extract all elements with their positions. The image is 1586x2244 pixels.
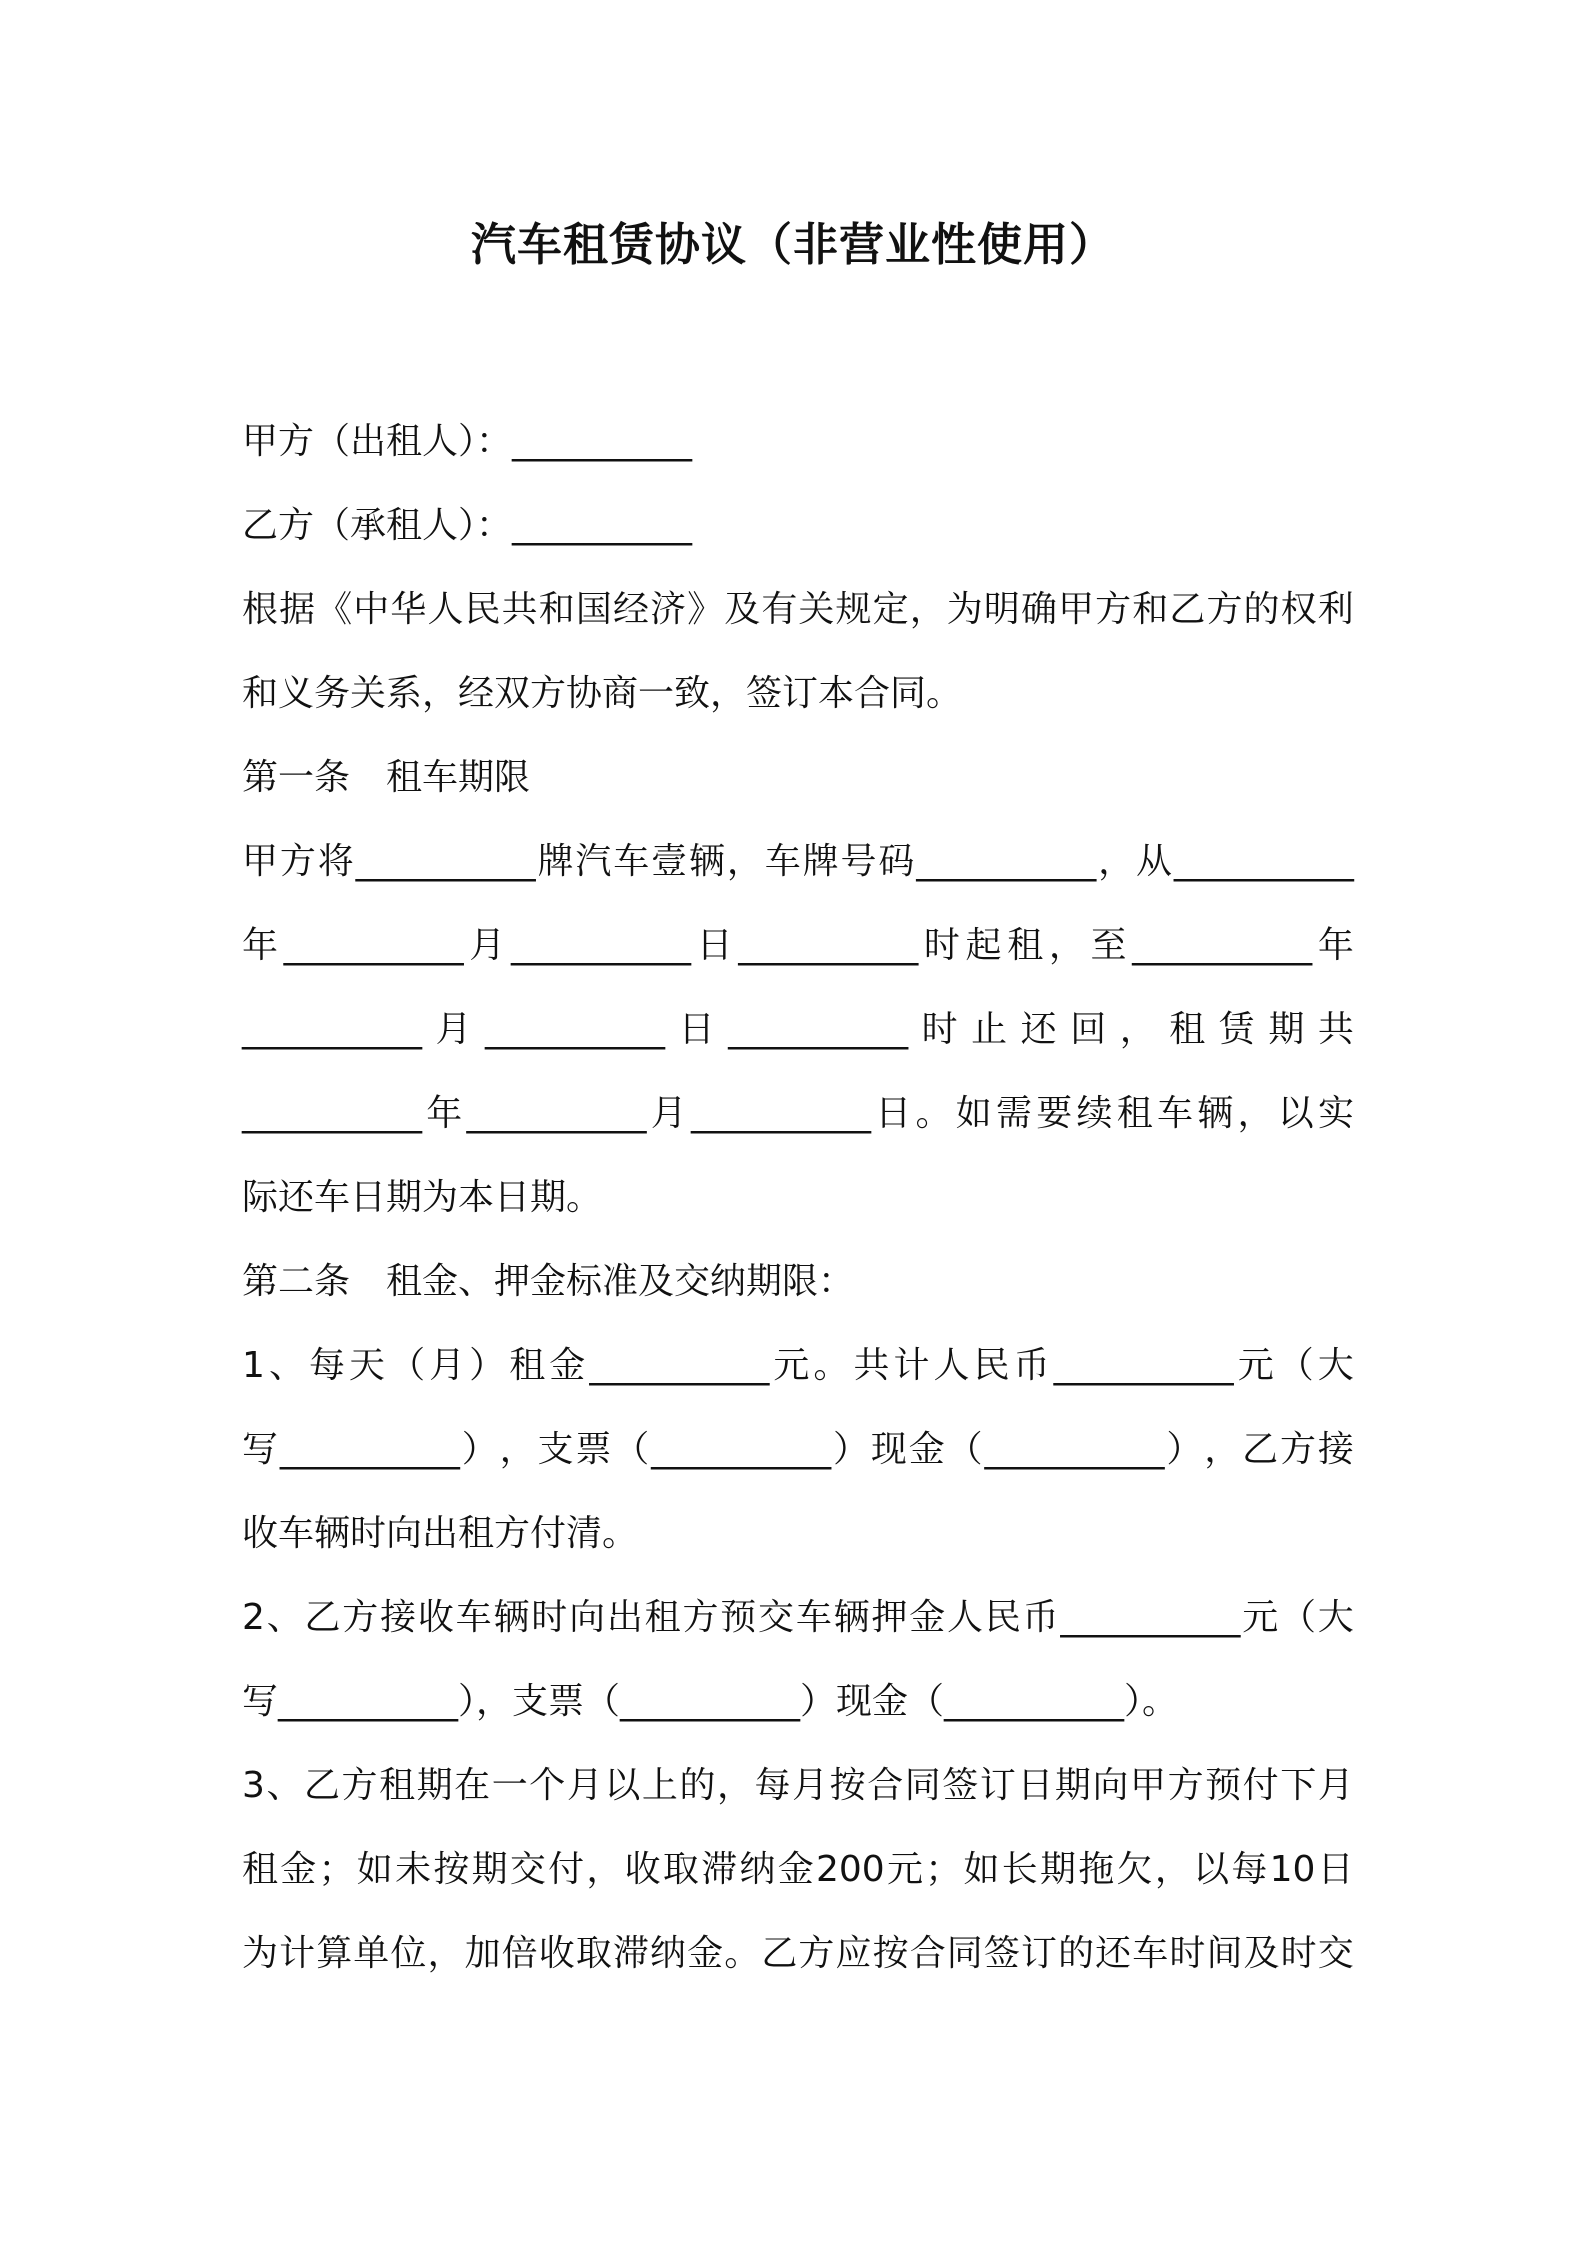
document-title: 汽车租赁协议（非营业性使用）: [470, 218, 1115, 271]
document-line: 年 __________ 月 __________ 日 __________ 时 起 租 ， 至 __________ 年: [242, 925, 1354, 966]
document-line: 际还车日期为本日期。: [242, 1177, 603, 1218]
document-line: __________ 月 __________ 日 __________ 时 止 还 回 ， 租 赁 期 共: [242, 1009, 1354, 1050]
document-line: 甲 方 将 __________ 牌 汽 车 壹 辆 ， 车 牌 号 码 __________ ， 从 __________: [242, 841, 1354, 882]
document-line: 和义务关系，经双方协商一致，签订本合同。: [242, 673, 963, 714]
document-line: 乙方（承租人）：__________: [242, 505, 693, 546]
document-line: 写__________），支票（__________）现金（__________）。: [242, 1681, 1179, 1722]
document-line: __________ 年 __________ 月 __________ 日 。 如 需 要 续 租 车 辆 ， 以 实: [242, 1093, 1354, 1134]
document-body: [242, 400, 1354, 1996]
document-line: 写 __________ ） ， 支 票 （ __________ ） 现 金 （ __________ ） ， 乙 方 接: [242, 1429, 1354, 1470]
document-line: 3 、 乙 方 租 期 在 一 个 月 以 上 的 ， 每 月 按 合 同 签 订 日 期 向 甲 方 预 付 下 月: [242, 1765, 1354, 1806]
document-line: 租 金 ； 如 未 按 期 交 付 ， 收 取 滞 纳 金 200 元 ； 如 长 期 拖 欠 ， 以 每 10 日: [242, 1849, 1354, 1890]
document-line: 甲方（出租人）：__________: [242, 421, 693, 462]
document-line: 2 、 乙 方 接 收 车 辆 时 向 出 租 方 预 交 车 辆 押 金 人 民 币 __________ 元 （ 大: [242, 1597, 1354, 1638]
document-line: 第一条 租车期限: [242, 757, 531, 798]
document-line: 1 、 每 天 （ 月 ） 租 金 __________ 元 。 共 计 人 民 币 __________ 元 （ 大: [242, 1345, 1354, 1386]
document-line: 收车辆时向出租方付清。: [242, 1513, 639, 1554]
document-line: 第二条 租金、押金标准及交纳期限：: [242, 1261, 855, 1302]
document-line: 根 据 《 中 华 人 民 共 和 国 经 济 》 及 有 关 规 定 ， 为 明 确 甲 方 和 乙 方 的 权 利: [242, 589, 1354, 630]
document-line: 为 计 算 单 位 ， 加 倍 收 取 滞 纳 金 。 乙 方 应 按 合 同 签 订 的 还 车 时 间 及 时 交: [242, 1933, 1354, 1974]
